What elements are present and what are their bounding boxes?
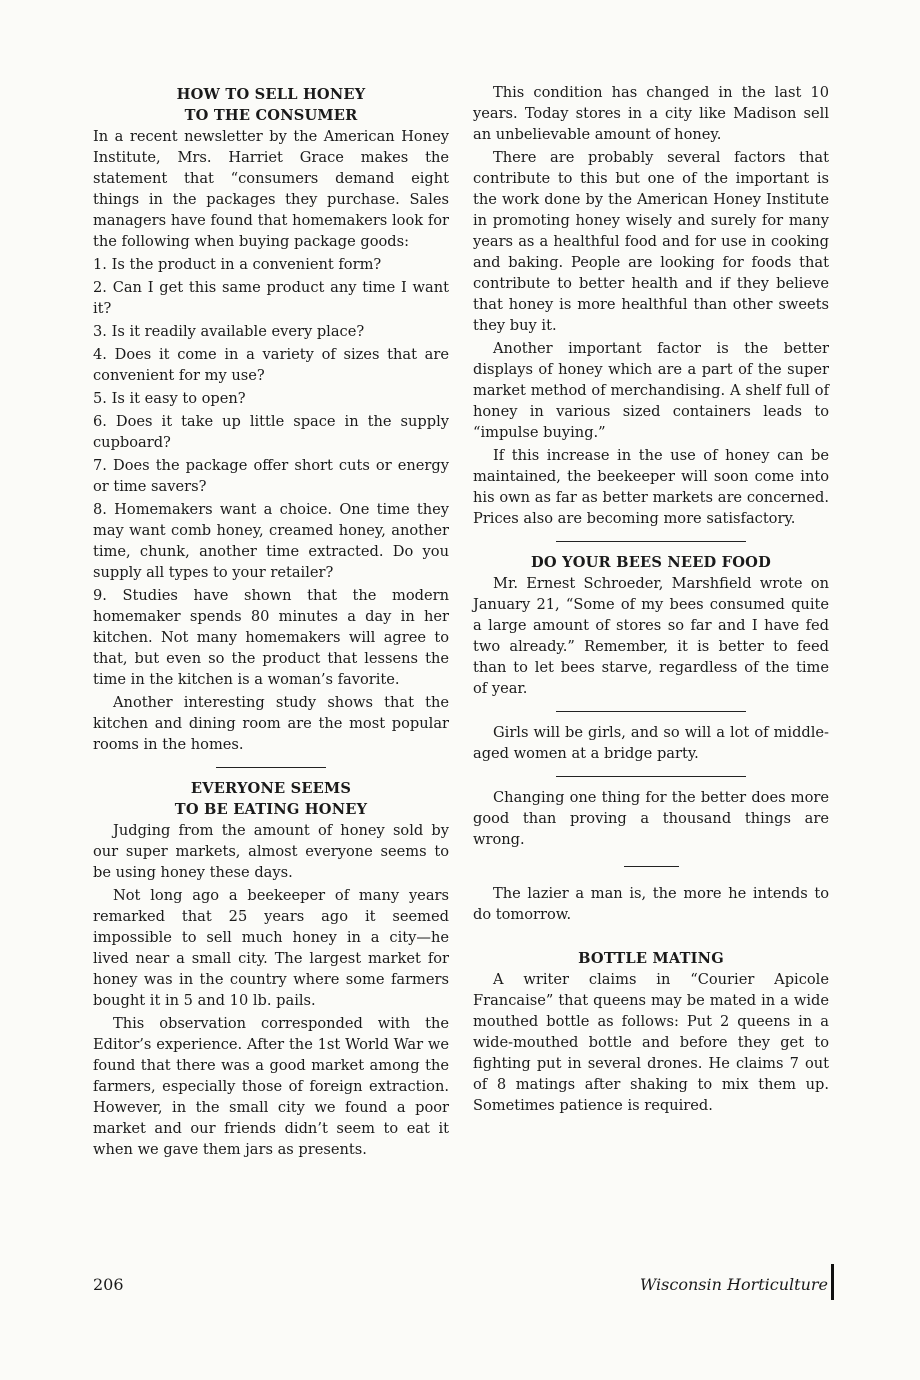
headline-sell-honey-line2: TO THE CONSUMER — [184, 107, 358, 124]
left-column — [93, 82, 449, 1162]
paragraph: Judging from the amount of honey sold by our super markets, almost everyone seems to be using honey these days. — [93, 822, 449, 881]
paragraph: If this increase in the use of honey can be maintained, the beekeeper will soon come into his own as far as better markets are concerned. Prices also are becoming more satisfactory. — [473, 447, 829, 527]
paragraph: Mr. Ernest Schroeder, Marshfield wrote on January 21, “Some of my bees consumed quite a large amount of stores so far and I have fed two already.” Remember, it is better to feed than to let bees starve, regardless of the time of year. — [473, 575, 829, 697]
paragraph: There are probably several factors that contribute to this but one of the important is the work done by the American Honey Institute in promoting honey wisely and surely for many years as a healthful food and for use in cooking and baking. People are looking for foods that contribute to better health and if they believe that honey is more healthful than other sweets they buy it. — [473, 149, 829, 334]
list-item: 3. Is it readily available every place? — [93, 323, 365, 340]
filler-quip: Girls will be girls, and so will a lot of middle-aged women at a bridge party. — [473, 724, 829, 762]
list-item: 6. Does it take up little space in the supply cupboard? — [93, 413, 449, 451]
right-column — [473, 82, 829, 1118]
section-divider — [216, 767, 326, 768]
list-item: 4. Does it come in a variety of sizes that are convenient for my use? — [93, 346, 449, 384]
headline-bottle-mating: BOTTLE MATING — [578, 950, 724, 967]
paragraph: This condition has changed in the last 10 years. Today stores in a city like Madison sell an unbelievable amount of honey. — [473, 84, 829, 143]
headline-eating-honey-line1: EVERYONE SEEMS — [190, 780, 352, 797]
list-item: 7. Does the package offer short cuts or energy or time savers? — [93, 457, 449, 495]
filler-quip: Changing one thing for the better does more good than proving a thousand things are wrong. — [473, 789, 829, 848]
section-divider — [556, 711, 746, 712]
filler-quip: The lazier a man is, the more he intends to do tomorrow. — [473, 885, 829, 923]
paragraph: Another interesting study shows that the kitchen and dining room are the most popular rooms in the homes. — [93, 694, 449, 753]
page-number: 206 — [93, 1275, 124, 1294]
headline-sell-honey-line1: HOW TO SELL HONEY — [176, 86, 366, 103]
spacer — [473, 927, 829, 935]
paragraph: In a recent newsletter by the American Honey Institute, Mrs. Harriet Grace makes the statement that “consumers demand eight things in the packages they purchase. Sales managers have found that homemakers look for the following when buying package goods: — [93, 128, 449, 250]
section-divider — [624, 866, 679, 867]
paragraph: This observation corresponded with the Editor’s experience. After the 1st World War we found that there was a good market among the farmers, especially those of foreign extraction. However, in the small city we found a poor market and our friends didn’t seem to eat it when we gave them jars as presents. — [93, 1015, 449, 1158]
list-item: 2. Can I get this same product any time I want it? — [93, 279, 449, 317]
publication-title: Wisconsin Horticulture — [639, 1275, 828, 1294]
headline-eating-honey — [93, 778, 449, 820]
section-divider — [556, 776, 746, 777]
section-divider — [624, 943, 679, 944]
list-item: 8. Homemakers want a choice. One time they may want comb honey, creamed honey, another time, chunk, another time extracted. Do you supply all types to your retailer? — [93, 501, 449, 581]
paragraph: Another important factor is the better displays of honey which are a part of the super market method of merchandising. A shelf full of honey in various sized containers leads to “impulse buying.” — [473, 340, 829, 441]
list-item: 9. Studies have shown that the modern homemaker spends 80 minutes a day in her kitchen. Not many homemakers will agree to that, but even so the product that lessens the time in the kitchen is a woman’s favorite. — [93, 587, 449, 688]
paragraph: A writer claims in “Courier Apicole Francaise” that queens may be mated in a wide mouthed bottle as follows: Put 2 queens in a wide-mouthed bottle and before they get to fighting put in several drones. He claims 7 out of 8 matings after shaking to mix them up. Sometimes patience is required. — [473, 971, 829, 1114]
headline-bees-food: DO YOUR BEES NEED FOOD — [531, 554, 771, 571]
list-item: 5. Is it easy to open? — [93, 390, 246, 407]
page-edge-mark — [831, 1264, 834, 1300]
headline-sell-honey — [93, 84, 449, 126]
list-item: 1. Is the product in a convenient form? — [93, 256, 382, 273]
paragraph: Not long ago a beekeeper of many years remarked that 25 years ago it seemed impossible to sell much honey in a city—he lived near a small city. The largest market for honey was in the country where some farmers bought it in 5 and 10 lb. pails. — [93, 887, 449, 1009]
section-divider — [556, 541, 746, 542]
headline-eating-honey-line2: TO BE EATING HONEY — [174, 801, 368, 818]
